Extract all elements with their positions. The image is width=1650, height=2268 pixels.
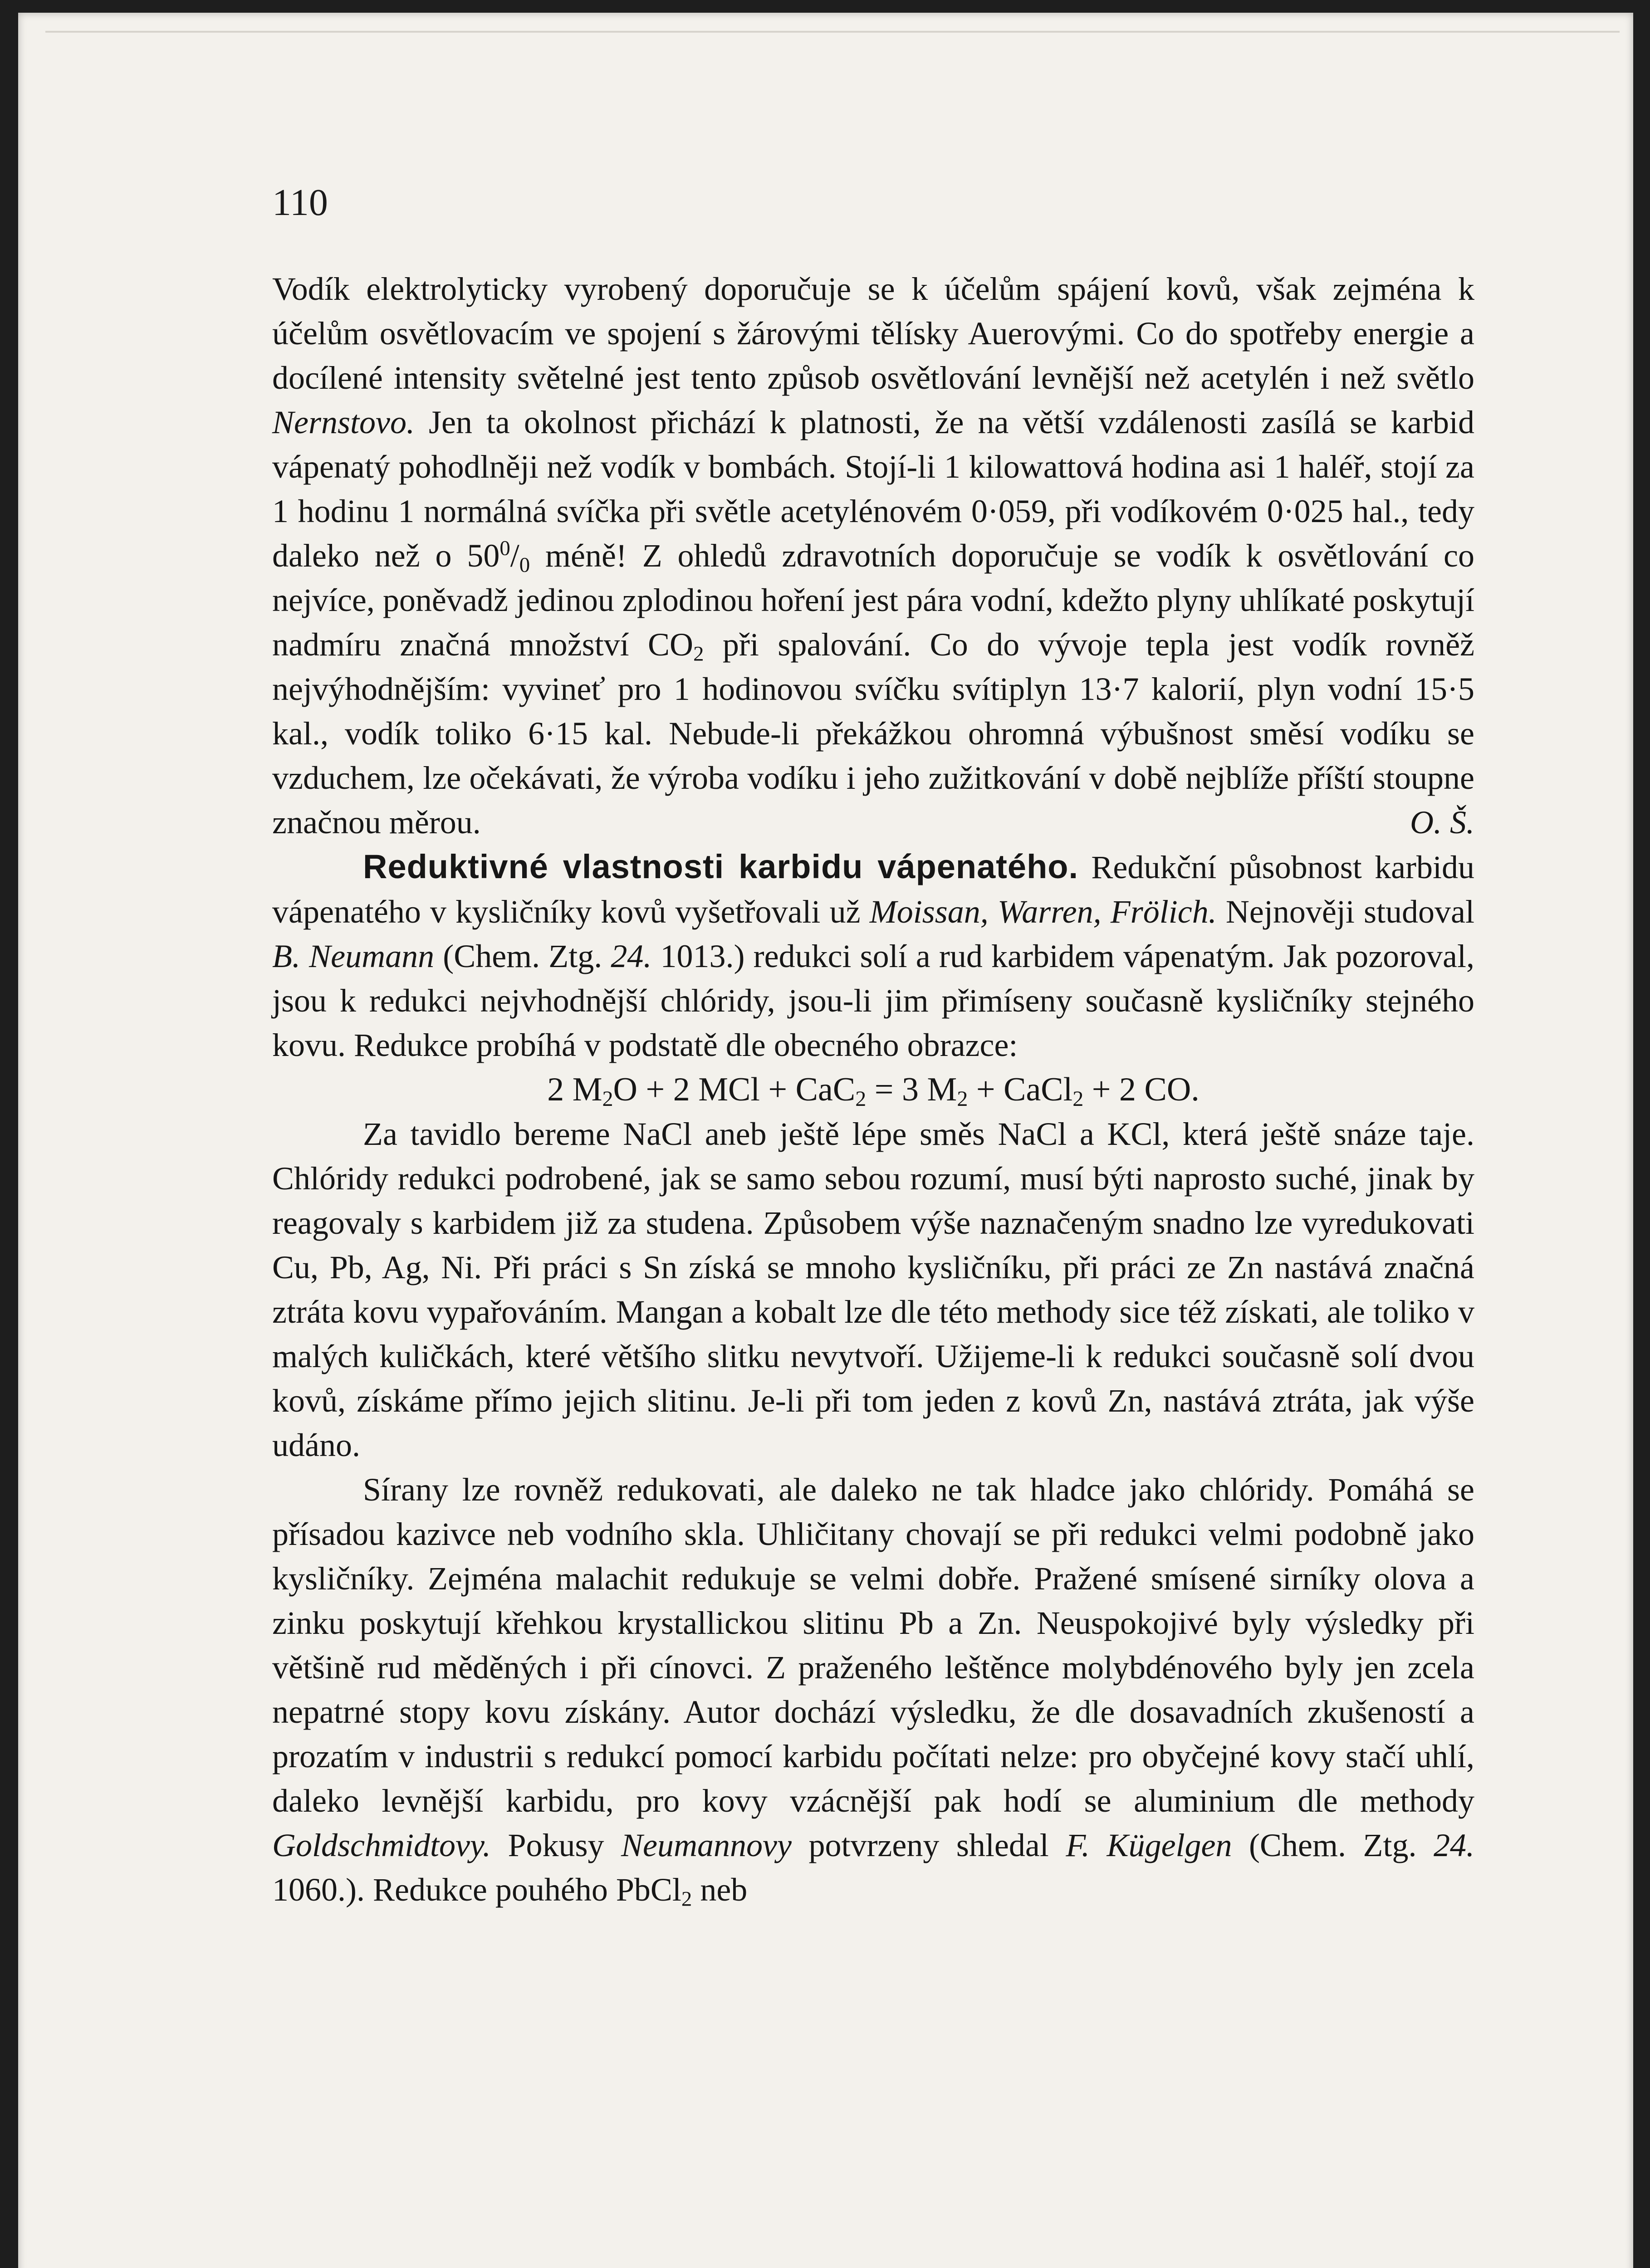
text-span: / [510, 538, 519, 574]
paragraph-sulfates [272, 1467, 1474, 1912]
italic-name: Moissan, Warren, Frölich. [869, 894, 1217, 930]
text-span: Redukční působnost karbidu vápenatého v kysličníky kovů vyšetřovali už [272, 849, 1474, 930]
text-span: (Chem. Ztg. [1232, 1827, 1434, 1863]
eq-part: O + 2 MCl + CaC [613, 1071, 856, 1108]
subscript: 2 [681, 1887, 692, 1911]
italic-name: B. Neumann [272, 938, 435, 974]
chemical-equation [272, 1067, 1474, 1112]
paragraph-flux: Za tavidlo bereme NaCl aneb ještě lépe směs NaCl a KCl, která ještě snáze taje. Chlóridy redukci podrobené, jak se samo sebou rozumí, musí býti naprosto suché, jinak by reagovaly s karbidem již za studena. Způsobem výše naznačeným snadno lze vyredukovati Cu, Pb, Ag, Ni. Při práci s Sn získá se mnoho kysličníku, při práci ze Zn nastává značná ztráta kovu vypařováním. Mangan a kobalt lze dle této methody sice též získati, ale toliko v malých kuličkách, které většího slitku nevytvoří. Užijeme-li k redukci současně solí dvou kovů, získáme přímo jejich slitinu. Je-li při tom jeden z kovů Zn, nastává ztráta, jak výše udáno. [272, 1116, 1474, 1463]
top-edge-rule [45, 31, 1620, 33]
body-text [272, 267, 1474, 1912]
page-number: 110 [272, 181, 328, 224]
eq-sub: 2 [855, 1087, 867, 1111]
eq-sub: 2 [957, 1087, 968, 1111]
section-heading: Reduktivné vlastnosti karbidu vápenatého. [363, 848, 1079, 885]
text-span: při spalování. Co do vývoje tepla jest vodík rovněž nejvýhodnějším: vyvineť pro 1 hodinovou svíčku svítiplyn 13·7 kalorií, plyn vodní 15·5 kal., vodík toliko 6·15 kal. Nebude-li překážkou ohromná výbušnost směsí vodíku se vzduchem, lze očekávati, že výroba vodíku i jeho zužitkování v době nejblíže příští stoupne značnou měrou. [272, 626, 1474, 841]
text-span: méně! Z ohledů zdravotních doporučuje se vodík k osvětlování co nejvíce, poněvadž jedinou zplodinou hoření jest pára vodní, kdežto plyny uhlíkaté poskytují nadmíru značná množství CO [272, 538, 1474, 663]
paragraph-reductive [272, 845, 1474, 1067]
text-span: Jen ta okolnost přichází k platnosti, že na větší vzdálenosti zasílá se karbid vápenatý pohodlněji než vodík v bombách. Stojí-li 1 kilowattová hodina asi 1 haléř, stojí za 1 hodinu 1 normálná svíčka při světle acetylénovém 0·059, při vodíkovém 0·025 hal., tedy daleko než o 50 [272, 404, 1474, 574]
paragraph-hydrogen [272, 267, 1474, 845]
subscript: 0 [519, 553, 530, 577]
italic-name: F. Kügelgen [1066, 1827, 1232, 1863]
scanned-page [18, 13, 1633, 2268]
italic-volume: 24. [1434, 1827, 1475, 1863]
eq-part: = 3 M [866, 1071, 957, 1108]
italic-name: Nernstovo. [272, 404, 415, 440]
text-span: potvrzeny shledal [791, 1827, 1066, 1863]
text-span: neb [692, 1872, 748, 1908]
text-span: Pokusy [490, 1827, 622, 1863]
subscript: 2 [693, 642, 704, 666]
eq-sub: 2 [1072, 1087, 1084, 1111]
author-signature: O. Š. [1410, 804, 1474, 841]
text-span: Sírany lze rovněž redukovati, ale daleko ne tak hladce jako chlóridy. Pomáhá se přísadou kazivce neb vodního skla. Uhličitany chovají se při redukci velmi podobně jako kysličníky. Zejména malachit redukuje se velmi dobře. Pražené smísené sirníky olova a zinku poskytují křehkou krystallickou slitinu Pb a Zn. Neuspokojivé byly výsledky při většině rud měděných i při cínovci. Z praženého leštěnce molybdénového byly jen zcela nepatrné stopy kovu získány. Autor dochází výsledku, že dle dosavadních zkušeností a prozatím v industrii s redukcí pomocí karbidu počítati nelze: pro obyčejné kovy stačí uhlí, daleko levnější karbidu, pro kovy vzácnější pak hodí se aluminium dle methody [272, 1471, 1474, 1819]
text-span: Nejnověji studoval [1216, 894, 1475, 930]
italic-name: Goldschmidtovy. [272, 1827, 491, 1863]
eq-sub: 2 [602, 1087, 613, 1111]
eq-part: + CaCl [968, 1071, 1073, 1108]
text-span: (Chem. Ztg. [434, 938, 611, 974]
text-span: Vodík elektrolyticky vyrobený doporučuje se k účelům spájení kovů, však zejména k účelům osvětlovacím ve spojení s žárovými tělísky Auerovými. Co do spotřeby energie a docílené intensity světelné jest tento způsob osvětlování levnější než acetylén i než světlo [272, 271, 1474, 396]
text-span: 1013.) redukci solí a rud karbidem vápenatým. Jak pozoroval, jsou k redukci nejvhodnější chlóridy, jsou-li jim přimíseny současně kysličníky stejného kovu. Redukce probíhá v podstatě dle obecného obrazce: [272, 938, 1475, 1063]
eq-part: + 2 CO. [1083, 1071, 1200, 1108]
italic-name: Neumannovy [621, 1827, 792, 1863]
eq-part: 2 M [547, 1071, 602, 1108]
text-span: 1060.). Redukce pouhého PbCl [272, 1872, 681, 1908]
italic-volume: 24. [611, 938, 652, 974]
superscript: 0 [499, 536, 510, 560]
